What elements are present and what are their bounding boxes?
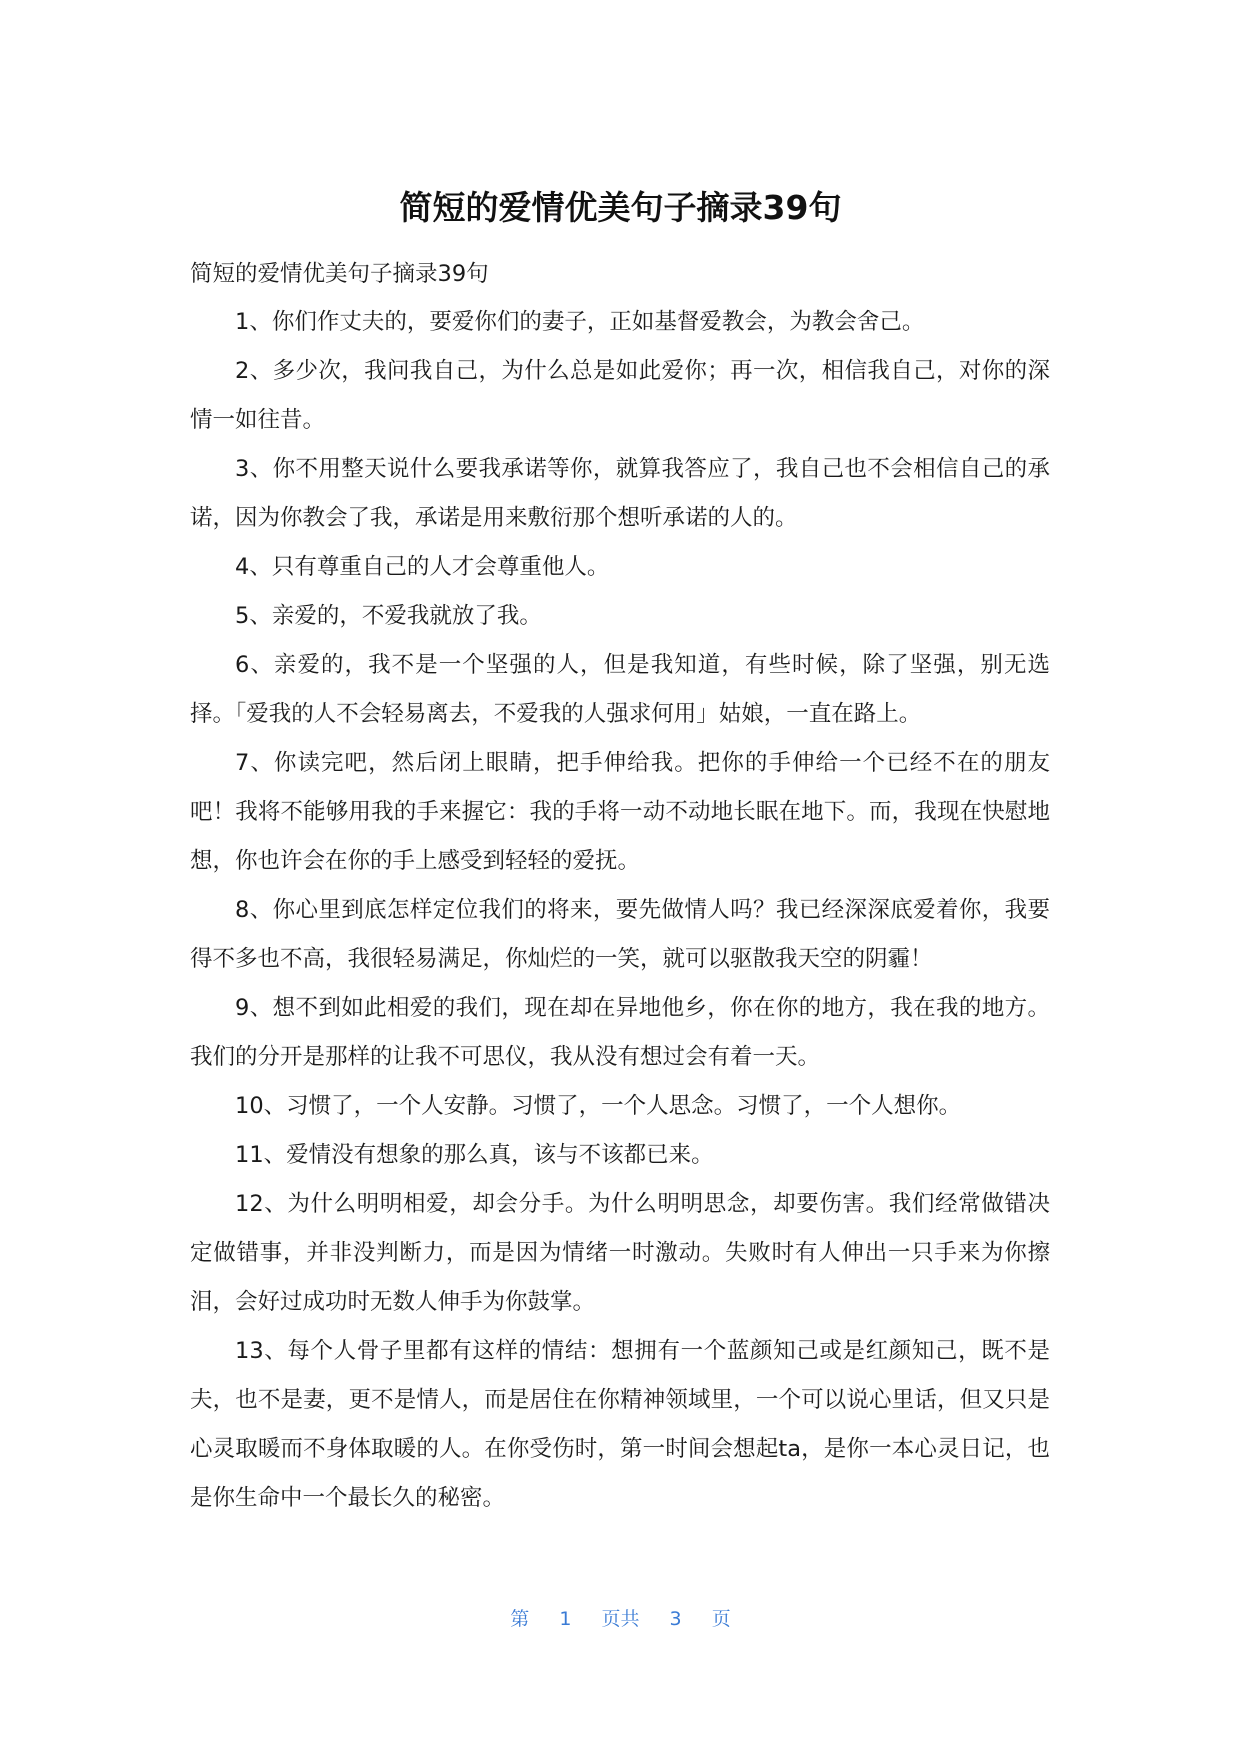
paragraph-2: 2、多少次，我问我自己，为什么总是如此爱你；再一次，相信我自己，对你的深情一如往昔。 <box>190 358 1050 433</box>
paragraph-13: 13、每个人骨子里都有这样的情结：想拥有一个蓝颜知己或是红颜知己，既不是夫，也不是妻，更不是情人，而是居住在你精神领域里，一个可以说心里话，但又只是心灵取暖而不身体取暖的人。在你受伤时，第一时间会想起ta，是你一本心灵日记，也是你生命中一个最长久的秘密。 <box>190 1338 1050 1511</box>
paragraph-11: 11、爱情没有想象的那么真，该与不该都已来。 <box>235 1142 714 1168</box>
document-subtitle: 简短的爱情优美句子摘录39句 <box>190 261 489 287</box>
page-prefix: 第 <box>510 1608 530 1630</box>
paragraph-10: 10、习惯了，一个人安静。习惯了，一个人思念。习惯了，一个人想你。 <box>235 1093 962 1119</box>
paragraph-4: 4、只有尊重自己的人才会尊重他人。 <box>235 554 610 580</box>
page-suffix: 页 <box>711 1608 731 1630</box>
paragraph-9: 9、想不到如此相爱的我们，现在却在异地他乡，你在你的地方，我在我的地方。我们的分开是那样的让我不可思仪，我从没有想过会有着一天。 <box>190 995 1050 1070</box>
paragraph-8: 8、你心里到底怎样定位我们的将来，要先做情人吗？我已经深深底爱着你，我要得不多也不高，我很轻易满足，你灿烂的一笑，就可以驱散我天空的阴霾！ <box>190 897 1050 972</box>
document-title: 简短的爱情优美句子摘录39句 <box>399 188 842 227</box>
page-mid: 页共 <box>601 1608 640 1630</box>
paragraph-7: 7、你读完吧，然后闭上眼睛，把手伸给我。把你的手伸给一个已经不在的朋友吧！我将不能够用我的手来握它：我的手将一动不动地长眠在地下。而，我现在快慰地想，你也许会在你的手上感受到轻轻的爱抚。 <box>190 750 1050 874</box>
paragraph-3: 3、你不用整天说什么要我承诺等你，就算我答应了，我自己也不会相信自己的承诺，因为你教会了我，承诺是用来敷衍那个想听承诺的人的。 <box>190 456 1050 531</box>
paragraph-1: 1、你们作丈夫的，要爱你们的妻子，正如基督爱教会，为教会舍己。 <box>235 309 925 335</box>
paragraph-5: 5、亲爱的，不爱我就放了我。 <box>235 603 542 629</box>
total-pages-number: 3 <box>669 1608 682 1630</box>
paragraph-12: 12、为什么明明相爱，却会分手。为什么明明思念，却要伤害。我们经常做错决定做错事，并非没判断力，而是因为情绪一时激动。失败时有人伸出一只手来为你擦泪，会好过成功时无数人伸手为你鼓掌。 <box>190 1191 1050 1315</box>
current-page-number: 1 <box>559 1608 572 1630</box>
paragraph-6: 6、亲爱的，我不是一个坚强的人，但是我知道，有些时候，除了坚强，别无选择。「爱我的人不会轻易离去，不爱我的人强求何用」姑娘，一直在路上。 <box>190 652 1050 727</box>
document-body <box>190 250 1050 1523</box>
page-footer <box>0 1604 1241 1634</box>
